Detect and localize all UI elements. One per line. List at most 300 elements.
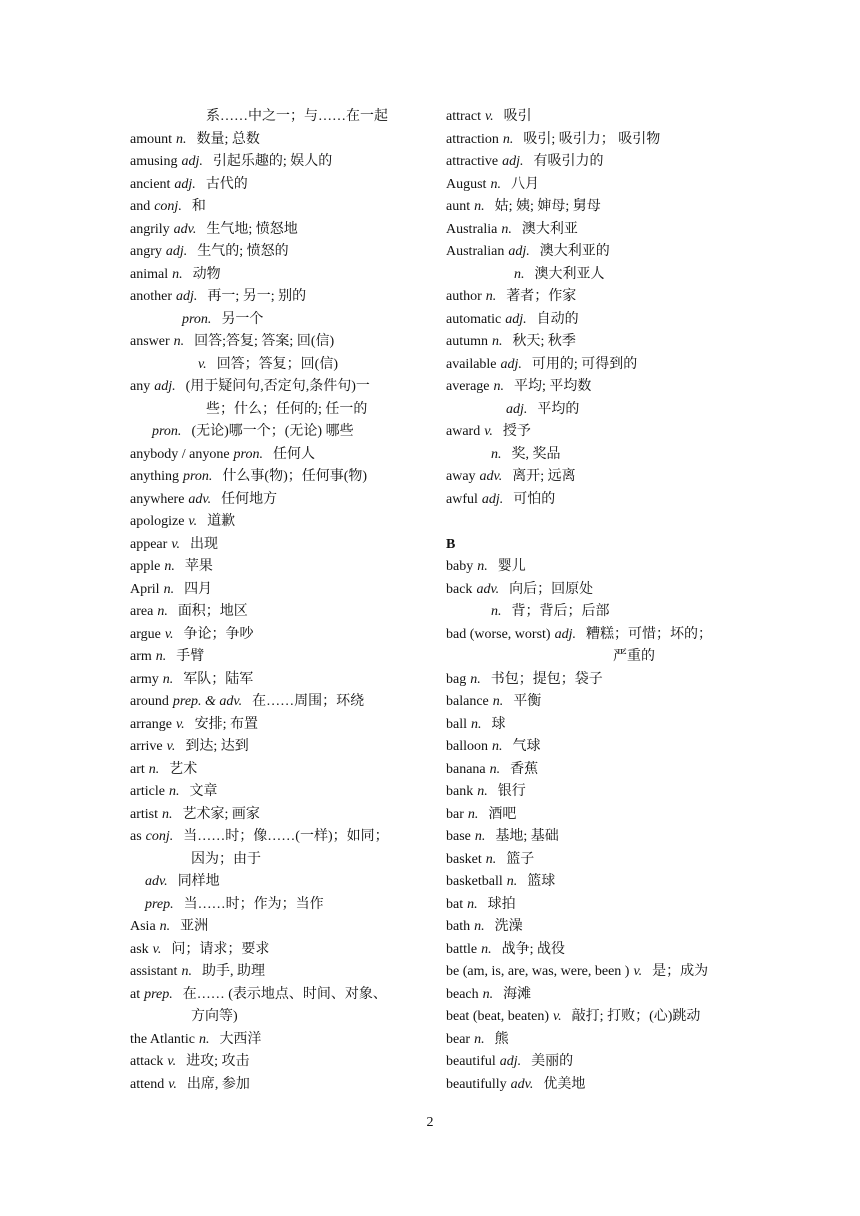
definition: 动物 (192, 266, 221, 282)
headword: another (130, 289, 172, 304)
dictionary-entry (446, 804, 746, 827)
part-of-speech: n. (481, 941, 492, 957)
headword: anything (130, 469, 179, 484)
headword: appear (130, 536, 168, 552)
part-of-speech: n. (163, 581, 175, 597)
headword: beautiful (446, 1054, 496, 1069)
part-of-speech: v. (171, 536, 180, 552)
dictionary-entry (446, 961, 746, 984)
headword: battle (446, 941, 478, 957)
headword: arrive (130, 739, 163, 754)
part-of-speech: n. (492, 694, 504, 709)
headword: basket (446, 851, 482, 867)
dictionary-entry (446, 759, 746, 782)
definition: 安排; 布置 (194, 716, 259, 732)
dictionary-entry (130, 241, 430, 264)
headword: available (446, 356, 497, 372)
headword: anybody / anyone (130, 446, 230, 462)
dictionary-entry (130, 916, 430, 939)
definition: 助手, 助理 (201, 964, 265, 979)
headword: ball (446, 716, 467, 732)
definition: 美丽的 (531, 1054, 574, 1069)
headword: article (130, 784, 165, 799)
dictionary-entry (446, 331, 746, 354)
dictionary-entry (446, 174, 746, 197)
part-of-speech: n. (168, 784, 180, 799)
dictionary-entry (130, 804, 430, 827)
definition: 姑; 姨; 婶母; 舅母 (494, 199, 601, 214)
dictionary-entry (130, 421, 430, 444)
dictionary-entry (130, 534, 430, 557)
part-of-speech: v. (166, 739, 176, 754)
definition: 香蕉 (510, 761, 539, 777)
definition: (用于疑问句,否定句,条件句)一 (185, 379, 370, 394)
part-of-speech: n. (492, 739, 503, 754)
headword: arm (130, 649, 152, 664)
part-of-speech: n. (491, 604, 502, 619)
headword: bag (446, 671, 467, 687)
definition: 再一; 另一; 别的 (207, 289, 307, 304)
definition: 糟糕；可惜；坏的； (585, 626, 712, 642)
dictionary-entry (446, 444, 746, 467)
headword: balloon (446, 739, 488, 754)
dictionary-entry (446, 264, 746, 287)
part-of-speech: pron. (182, 311, 212, 327)
definition: 什么事(物)；任何事(物) (222, 469, 368, 484)
part-of-speech: adj. (508, 244, 530, 259)
definition: 平衡 (513, 694, 542, 709)
dictionary-entry (446, 916, 746, 939)
part-of-speech: conj. (145, 829, 174, 844)
definition: 平均; 平均数 (514, 379, 592, 394)
dictionary-entry (130, 511, 430, 534)
part-of-speech: n. (477, 784, 488, 799)
dictionary-entry (130, 129, 430, 152)
headword: base (446, 829, 471, 844)
dictionary-entry (130, 354, 430, 377)
headword: arrange (130, 716, 172, 732)
dictionary-entry (130, 286, 430, 309)
headword: any (130, 379, 151, 394)
headword: attractive (446, 154, 499, 169)
dictionary-entry (446, 309, 746, 332)
part-of-speech: adj. (481, 491, 504, 507)
part-of-speech: v. (167, 1054, 177, 1069)
part-of-speech: pron. (183, 469, 213, 484)
headword: amount (130, 131, 172, 147)
headword: bank (446, 784, 474, 799)
part-of-speech: adj. (181, 154, 203, 169)
definition: 书包；提包；袋子 (490, 671, 603, 687)
part-of-speech: v. (164, 626, 174, 642)
part-of-speech: pron. (233, 446, 263, 462)
headword: apologize (130, 514, 185, 529)
dictionary-entry (446, 1051, 746, 1074)
definition: 著者；作家 (506, 289, 577, 304)
part-of-speech: adj. (505, 311, 527, 327)
dictionary-entry (130, 579, 430, 602)
headword: attack (130, 1054, 164, 1069)
headword: and (130, 199, 151, 214)
headword: beach (446, 986, 479, 1002)
dictionary-entry (446, 376, 746, 399)
definition: 争论；争吵 (183, 626, 254, 642)
definition: 吸引 (503, 109, 532, 124)
part-of-speech: adj. (500, 356, 522, 372)
dictionary-entry (446, 849, 746, 872)
dictionary-entry (446, 579, 746, 602)
headword: banana (446, 761, 486, 777)
headword: basketball (446, 874, 503, 889)
headword: autumn (446, 334, 488, 349)
section-heading: B (446, 536, 456, 552)
headword: assistant (130, 964, 178, 979)
headword: Australian (446, 244, 505, 259)
definition: 海滩 (503, 986, 532, 1002)
part-of-speech: adj. (554, 626, 576, 642)
definition: 熊 (494, 1031, 509, 1047)
part-of-speech: n. (155, 649, 167, 664)
definition: 战争; 战役 (501, 941, 565, 957)
headword: angry (130, 244, 162, 259)
headword: bear (446, 1031, 471, 1047)
definition: 任何地方 (221, 491, 278, 507)
definition: 因为；由于 (191, 851, 261, 867)
headword: automatic (446, 311, 502, 327)
part-of-speech: n. (501, 221, 512, 237)
part-of-speech: n. (474, 829, 486, 844)
dictionary-entry (130, 151, 430, 174)
part-of-speech: n. (164, 559, 175, 574)
dictionary-entry (130, 984, 430, 1007)
headword: attract (446, 109, 481, 124)
part-of-speech: n. (493, 379, 505, 394)
right-column (446, 106, 746, 1096)
part-of-speech: v. (168, 1076, 177, 1092)
dictionary-entry (130, 1006, 430, 1029)
dictionary-entry (130, 489, 430, 512)
definition: 敲打; 打败；(心)跳动 (571, 1009, 701, 1024)
part-of-speech: n. (181, 964, 192, 979)
headword: as (130, 829, 142, 844)
part-of-speech: prep. & adv. (172, 694, 243, 709)
part-of-speech: adv. (173, 221, 197, 237)
dictionary-entry (130, 894, 430, 917)
definition: 生气地; 愤怒地 (206, 221, 298, 237)
dictionary-entry (446, 511, 746, 534)
headword: anywhere (130, 491, 185, 507)
dictionary-entry (446, 1006, 746, 1029)
dictionary-entry (130, 1074, 430, 1097)
part-of-speech: n. (489, 761, 501, 777)
definition: 任何人 (272, 446, 315, 462)
headword: artist (130, 806, 158, 822)
definition: 平均的 (537, 401, 580, 417)
definition: (无论)哪一个；(无论) 哪些 (191, 424, 354, 439)
headword: argue (130, 626, 161, 642)
headword: bat (446, 896, 464, 912)
headword: awful (446, 491, 478, 507)
headword: answer (130, 334, 170, 349)
part-of-speech: v. (175, 716, 185, 732)
headword: art (130, 761, 145, 777)
definition: 和 (191, 199, 206, 214)
dictionary-entry (446, 826, 746, 849)
part-of-speech: pron. (152, 424, 182, 439)
definition: 文章 (189, 784, 218, 799)
part-of-speech: adj. (175, 289, 198, 304)
part-of-speech: n. (162, 671, 174, 687)
dictionary-entry (446, 601, 746, 624)
dictionary-entry (130, 759, 430, 782)
dictionary-entry (130, 714, 430, 737)
definition: 回答；答复；回(信) (216, 356, 339, 372)
definition: 手臂 (176, 649, 205, 664)
dictionary-entry (130, 961, 430, 984)
part-of-speech: n. (506, 874, 518, 889)
definition: 另一个 (221, 311, 264, 327)
part-of-speech: v. (633, 964, 643, 979)
part-of-speech: n. (491, 446, 502, 462)
dictionary-entry (130, 376, 430, 399)
definition: 出席, 参加 (186, 1076, 250, 1092)
definition: 银行 (497, 784, 526, 799)
definition: 洗澡 (494, 919, 523, 934)
definition: 离开; 远离 (512, 469, 576, 484)
headword: beautifully (446, 1076, 507, 1092)
part-of-speech: n. (159, 919, 171, 934)
definition: 系……中之一；与……在一起 (206, 109, 388, 124)
left-column (130, 106, 430, 1096)
definition: 篮子 (506, 851, 535, 867)
headword: balance (446, 694, 489, 709)
definition: 严重的 (613, 649, 655, 664)
dictionary-entry (446, 646, 746, 669)
definition: 有吸引力的 (533, 154, 604, 169)
part-of-speech: adj. (499, 1054, 522, 1069)
part-of-speech: n. (148, 761, 160, 777)
definition: 军队；陆军 (183, 671, 254, 687)
definition: 艺术家; 画家 (182, 806, 260, 822)
definition: 基地; 基础 (495, 829, 559, 844)
dictionary-entry (130, 646, 430, 669)
definition: 背；背后；后部 (511, 604, 610, 619)
dictionary-entry (130, 196, 430, 219)
part-of-speech: n. (157, 604, 168, 619)
headword: amusing (130, 154, 178, 169)
definition: 艺术 (169, 761, 198, 777)
dictionary-entry (446, 669, 746, 692)
definition: 在…… (表示地点、时间、对象、 (182, 986, 387, 1002)
dictionary-entry (130, 826, 430, 849)
definition: 当……时；作为；当作 (183, 896, 324, 912)
definition: 古代的 (205, 176, 248, 192)
dictionary-entry (446, 714, 746, 737)
definition: 在……周围；环绕 (252, 694, 365, 709)
dictionary-entry (130, 871, 430, 894)
dictionary-entry (446, 984, 746, 1007)
dictionary-entry (446, 286, 746, 309)
definition: 道歉 (207, 514, 236, 529)
definition: 酒吧 (488, 806, 517, 822)
part-of-speech: v. (553, 1009, 562, 1024)
dictionary-entry (130, 601, 430, 624)
dictionary-entry (446, 939, 746, 962)
dictionary-entry (130, 556, 430, 579)
part-of-speech: n. (467, 806, 479, 822)
dictionary-entry (446, 489, 746, 512)
dictionary-entry (446, 624, 746, 647)
part-of-speech: n. (172, 266, 183, 282)
dictionary-entry (130, 444, 430, 467)
headword: attraction (446, 131, 499, 147)
headword: at (130, 986, 141, 1002)
part-of-speech: v. (198, 356, 207, 372)
definition: 到达; 达到 (185, 739, 249, 754)
dictionary-entry (130, 849, 430, 872)
definition: 可用的; 可得到的 (531, 356, 638, 372)
definition: 奖, 奖品 (511, 446, 561, 462)
definition: 生气的; 愤怒的 (197, 244, 289, 259)
dictionary-entry (130, 466, 430, 489)
definition: 问；请求；要求 (171, 941, 270, 957)
headword: be (am, is, are, was, were, been ) (446, 964, 630, 979)
headword: away (446, 469, 476, 484)
dictionary-entry (130, 174, 430, 197)
headword: award (446, 424, 481, 439)
part-of-speech: adv. (479, 469, 503, 484)
part-of-speech: n. (514, 266, 525, 282)
definition: 可怕的 (513, 491, 556, 507)
definition: 进攻; 攻击 (186, 1054, 250, 1069)
definition: 苹果 (184, 559, 213, 574)
dictionary-entry (446, 894, 746, 917)
dictionary-entry (446, 106, 746, 129)
dictionary-entry (130, 691, 430, 714)
dictionary-entry (446, 466, 746, 489)
headword: April (130, 581, 160, 597)
headword: bad (worse, worst) (446, 626, 551, 642)
definition: 些；什么；任何的; 任一的 (206, 401, 368, 417)
definition: 当……时；像……(一样)；如同； (183, 829, 389, 844)
dictionary-entry (130, 939, 430, 962)
part-of-speech: n. (470, 671, 481, 687)
headword: ask (130, 941, 149, 957)
part-of-speech: adj. (506, 401, 528, 417)
headword: beat (beat, beaten) (446, 1009, 549, 1024)
part-of-speech: adv. (476, 581, 500, 597)
dictionary-entry (130, 736, 430, 759)
part-of-speech: n. (485, 851, 497, 867)
part-of-speech: adv. (188, 491, 212, 507)
headword: back (446, 581, 473, 597)
definition: 回答;答复; 答案; 回(信) (194, 334, 335, 349)
part-of-speech: v. (484, 109, 494, 124)
headword: baby (446, 559, 474, 574)
part-of-speech: prep. (145, 896, 174, 912)
dictionary-entry (446, 241, 746, 264)
part-of-speech: adj. (502, 154, 524, 169)
part-of-speech: n. (198, 1031, 210, 1047)
part-of-speech: adj. (174, 176, 196, 192)
headword: bath (446, 919, 471, 934)
part-of-speech: n. (474, 919, 485, 934)
definition: 婴儿 (497, 559, 526, 574)
headword: August (446, 176, 487, 192)
headword: author (446, 289, 482, 304)
definition: 球拍 (487, 896, 516, 912)
part-of-speech: n. (471, 716, 482, 732)
part-of-speech: n. (502, 131, 514, 147)
part-of-speech: n. (477, 559, 488, 574)
definition: 数量; 总数 (196, 131, 260, 147)
definition: 大西洋 (219, 1031, 262, 1047)
headword: attend (130, 1076, 165, 1092)
part-of-speech: n. (492, 334, 503, 349)
definition: 引起乐趣的; 娱人的 (212, 154, 333, 169)
dictionary-entry (130, 399, 430, 422)
headword: apple (130, 559, 161, 574)
headword: Asia (130, 919, 156, 934)
definition: 是；成为 (652, 964, 709, 979)
part-of-speech: n. (173, 334, 185, 349)
dictionary-entry (446, 736, 746, 759)
definition: 优美地 (543, 1076, 586, 1092)
dictionary-entry (446, 691, 746, 714)
dictionary-entry (446, 556, 746, 579)
part-of-speech: n. (162, 806, 173, 822)
part-of-speech: v. (152, 941, 162, 957)
dictionary-entry (130, 106, 430, 129)
headword: bar (446, 806, 464, 822)
headword: ancient (130, 176, 171, 192)
dictionary-entry (446, 1074, 746, 1097)
definition: 自动的 (536, 311, 579, 327)
dictionary-entry (446, 399, 746, 422)
part-of-speech: n. (485, 289, 497, 304)
dictionary-entry (446, 534, 746, 557)
headword: Australia (446, 221, 498, 237)
definition: 澳大利亚人 (534, 266, 605, 282)
dictionary-entry (446, 196, 746, 219)
part-of-speech: conj. (154, 199, 182, 214)
dictionary-entry (130, 669, 430, 692)
headword: area (130, 604, 154, 619)
dictionary-entry (446, 421, 746, 444)
dictionary-entry (130, 1051, 430, 1074)
definition: 出现 (190, 536, 218, 552)
dictionary-entry (130, 624, 430, 647)
dictionary-entry (130, 264, 430, 287)
definition: 授予 (502, 424, 531, 439)
part-of-speech: adv. (510, 1076, 534, 1092)
definition: 球 (491, 716, 506, 732)
definition: 亚洲 (180, 919, 209, 934)
definition: 篮球 (527, 874, 556, 889)
part-of-speech: v. (484, 424, 493, 439)
part-of-speech: n. (467, 896, 478, 912)
definition: 八月 (510, 176, 539, 192)
dictionary-entry (446, 781, 746, 804)
definition: 面积；地区 (177, 604, 248, 619)
page-number: 2 (426, 1115, 434, 1130)
headword: aunt (446, 199, 471, 214)
dictionary-entry (446, 354, 746, 377)
definition: 气球 (512, 739, 541, 754)
part-of-speech: v. (188, 514, 198, 529)
headword: angrily (130, 221, 170, 237)
headword: average (446, 379, 490, 394)
